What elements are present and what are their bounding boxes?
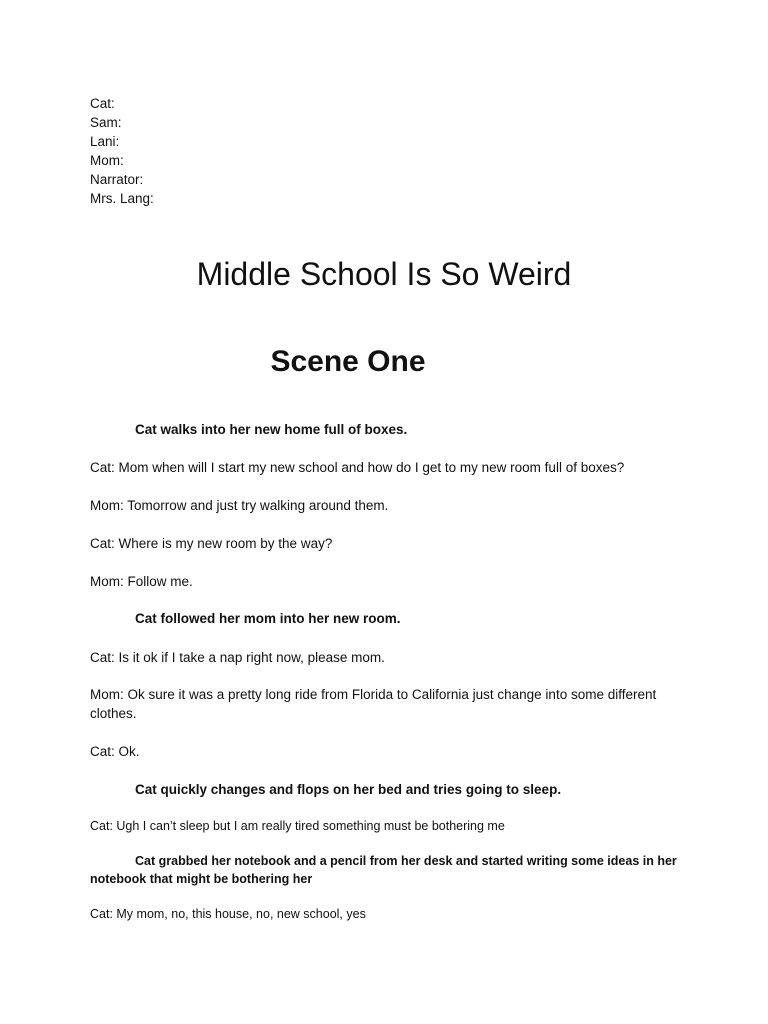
cast-list: [90, 94, 154, 208]
cast-item: Narrator:: [90, 172, 144, 187]
dialogue-line: Cat: Ok.: [90, 744, 140, 759]
dialogue-line: Cat: Is it ok if I take a nap right now, please mom.: [90, 650, 385, 665]
cast-item: Mrs. Lang:: [90, 191, 154, 206]
cast-item: Mom:: [90, 153, 124, 168]
cast-item: Lani:: [90, 134, 120, 149]
play-title: Middle School Is So Weird: [196, 256, 572, 292]
stage-direction: Cat followed her mom into her new room.: [135, 611, 401, 626]
scene-heading: Scene One: [270, 345, 426, 378]
cast-item: Cat:: [90, 96, 115, 111]
dialogue-line: Cat: Mom when will I start my new school and how do I get to my new room full of boxes?: [90, 460, 625, 475]
stage-direction: Cat walks into her new home full of boxes.: [135, 422, 408, 437]
dialogue-line: Cat: Where is my new room by the way?: [90, 536, 333, 551]
stage-direction: Cat quickly changes and flops on her bed and tries going to sleep.: [135, 782, 562, 797]
dialogue-line: Cat: Ugh I can’t sleep but I am really tired something must be bothering me: [90, 819, 505, 833]
dialogue-line: Mom: Follow me.: [90, 574, 193, 589]
stage-direction: Cat grabbed her notebook and a pencil from her desk and started writing some ideas in her notebook that might be bothering her: [90, 854, 677, 886]
cast-item: Sam:: [90, 115, 122, 130]
dialogue-line: Mom: Ok sure it was a pretty long ride from Florida to California just change into some different clothes.: [90, 687, 657, 721]
dialogue-line: Cat: My mom, no, this house, no, new school, yes: [90, 907, 366, 921]
dialogue-line: Mom: Tomorrow and just try walking around them.: [90, 498, 389, 513]
